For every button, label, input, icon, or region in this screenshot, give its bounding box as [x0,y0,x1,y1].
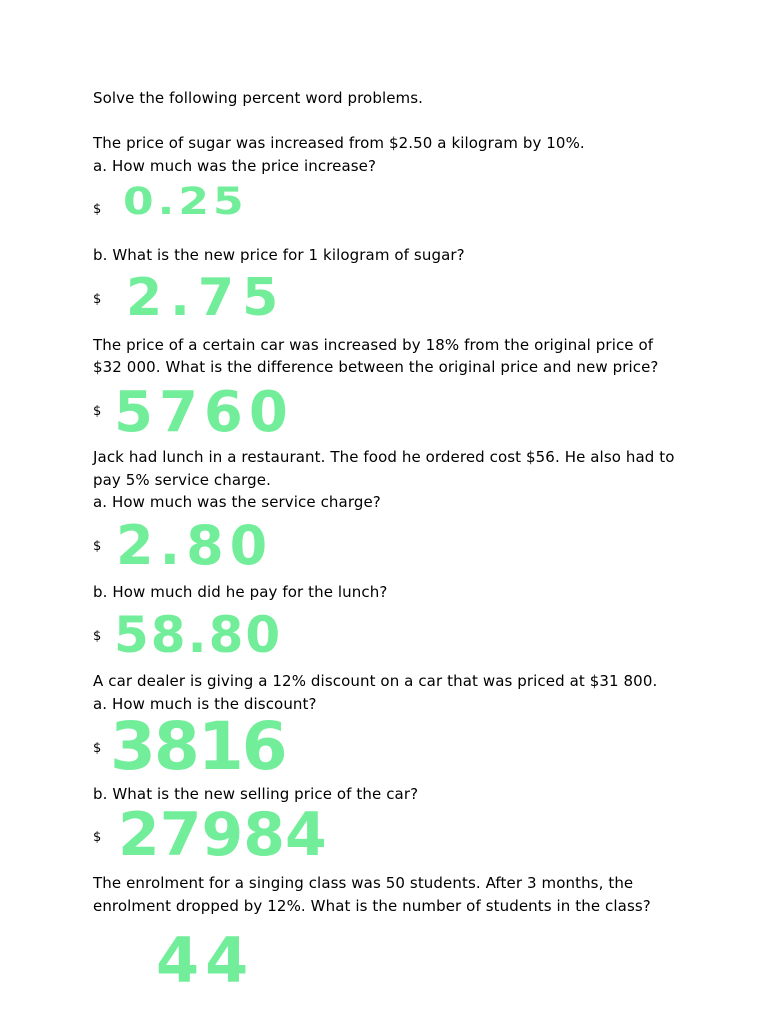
problem2-answer-dollar: $ [93,404,102,419]
problem4-question-a: a. How much is the discount? [93,695,317,713]
problem1-answer-b-dollar: $ [93,292,102,307]
problem3-stem-line1: Jack had lunch in a restaurant. The food he ordered cost $56. He also had to [93,448,675,466]
problem4-answer-a-handwritten: 3816 [110,708,286,785]
problem4-answer-b-handwritten: 27984 [118,800,327,870]
problem3-answer-a-handwritten: 2.80 [116,514,274,577]
problem1-question-a: a. How much was the price increase? [93,157,377,175]
problem1-stem: The price of sugar was increased from $2.50 a kilogram by 10%. [93,134,585,152]
problem3-answer-a-dollar: $ [93,539,102,554]
problem5-answer-handwritten: 44 [156,924,255,997]
problem1-answer-a-dollar: $ [93,202,102,217]
problem3-question-b: b. How much did he pay for the lunch? [93,583,388,601]
problem4-answer-a-dollar: $ [93,741,102,756]
problem5-stem-line1: The enrolment for a singing class was 50 students. After 3 months, the [93,874,634,892]
problem3-question-a: a. How much was the service charge? [93,493,381,511]
worksheet-instruction: Solve the following percent word problems. [93,89,424,107]
problem1-question-b: b. What is the new price for 1 kilogram of sugar? [93,246,465,264]
problem4-answer-b-dollar: $ [93,830,102,845]
problem3-answer-b-dollar: $ [93,629,102,644]
problem4-question-b: b. What is the new selling price of the car? [93,785,419,803]
problem5-stem-line2: enrolment dropped by 12%. What is the number of students in the class? [93,897,651,915]
problem2-answer-handwritten: 5760 [114,380,294,445]
problem2-stem-line1: The price of a certain car was increased by 18% from the original price of [93,336,654,354]
problem3-stem-line2: pay 5% service charge. [93,471,271,489]
problem1-answer-b-handwritten: 2.75 [126,268,287,328]
problem4-stem: A car dealer is giving a 12% discount on a car that was priced at $31 800. [93,672,658,690]
problem3-answer-b-handwritten: 58.80 [114,606,283,664]
problem1-answer-a-handwritten: 0.25 [123,180,248,224]
problem2-stem-line2: $32 000. What is the difference between the original price and new price? [93,358,659,376]
